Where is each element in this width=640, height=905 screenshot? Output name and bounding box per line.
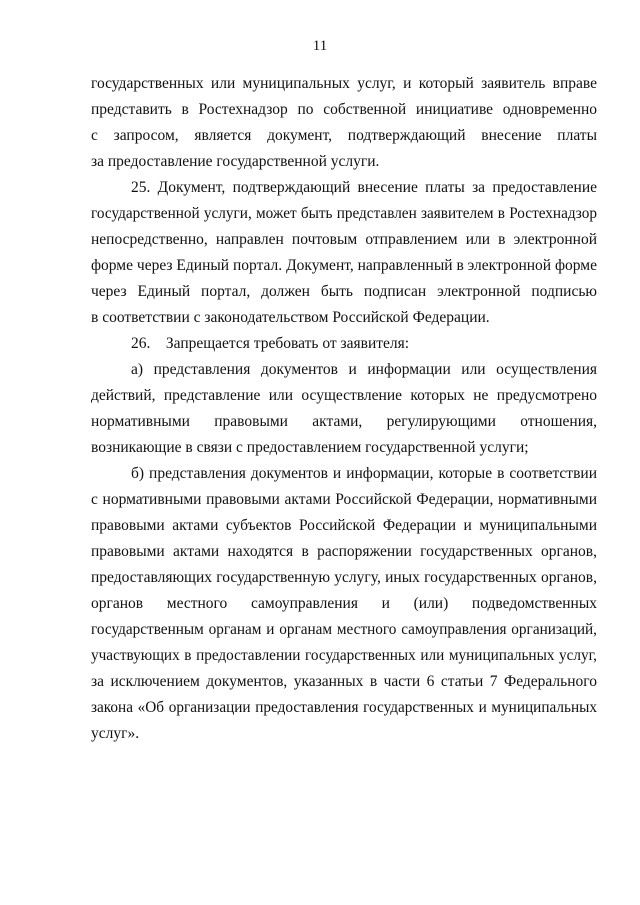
page-number: 11 xyxy=(312,38,328,54)
text-line: представить в Ростехнадзор по собственной инициативе одновременно xyxy=(91,101,597,118)
text-line: б) представления документов и информации, которые в соответствии xyxy=(131,465,597,482)
text-line: правовыми актами находятся в распоряжении государственных органов, xyxy=(91,543,597,560)
text-line: 25. Документ, подтверждающий внесение платы за предоставление xyxy=(131,179,597,196)
text-line: государственным органам и органам местного самоуправления организаций, xyxy=(91,621,597,638)
text-line: 26. Запрещается требовать от заявителя: xyxy=(131,335,410,352)
text-line: за исключением документов, указанных в части 6 статьи 7 Федерального xyxy=(91,673,597,690)
text-line: предоставляющих государственную услугу, иных государственных органов, xyxy=(91,569,597,586)
text-line: за предоставление государственной услуги. xyxy=(91,153,380,170)
text-line: а) представления документов и информации или осуществления xyxy=(131,361,597,378)
text-line: в соответствии с законодательством Российской Федерации. xyxy=(91,309,490,326)
text-line: правовыми актами субъектов Российской Федерации и муниципальными xyxy=(91,517,597,534)
text-line: закона «Об организации предоставления государственных и муниципальных xyxy=(91,699,597,716)
text-line: через Единый портал, должен быть подписан электронной подписью xyxy=(91,283,597,300)
text-line: органов местного самоуправления и (или) подведомственных xyxy=(91,595,597,612)
text-line: услуг». xyxy=(91,725,140,742)
text-line: государственной услуги, может быть представлен заявителем в Ростехнадзор xyxy=(91,205,597,222)
text-line: форме через Единый портал. Документ, направленный в электронной форме xyxy=(91,257,597,274)
text-line: возникающие в связи с предоставлением государственной услуги; xyxy=(91,439,529,456)
text-line: с нормативными правовыми актами Российской Федерации, нормативными xyxy=(91,491,597,508)
text-line: участвующих в предоставлении государственных или муниципальных услуг, xyxy=(91,647,597,664)
text-line: государственных или муниципальных услуг, и который заявитель вправе xyxy=(91,75,597,92)
text-line: с запросом, является документ, подтверждающий внесение платы xyxy=(91,127,597,144)
text-line: действий, представление или осуществление которых не предусмотрено xyxy=(91,387,597,404)
text-line: нормативными правовыми актами, регулирующими отношения, xyxy=(91,413,597,430)
text-line: непосредственно, направлен почтовым отправлением или в электронной xyxy=(91,231,597,248)
